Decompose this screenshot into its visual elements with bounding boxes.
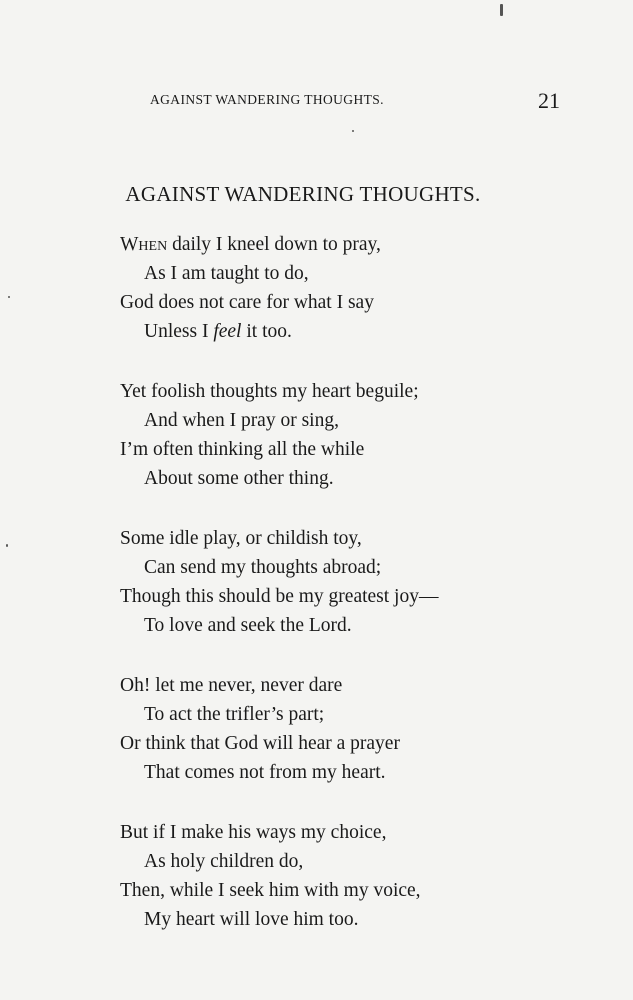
poem-line: As holy children do, [144, 851, 304, 872]
poem-line: About some other thing. [144, 468, 334, 489]
poem-line: Then, while I seek him with my voice, [120, 880, 421, 901]
poem-line: Though this should be my greatest joy— [120, 586, 439, 607]
print-speck [352, 130, 354, 132]
page-number: 21 [538, 88, 560, 113]
poem-line: Can send my thoughts abroad; [144, 557, 382, 578]
poem-title: AGAINST WANDERING THOUGHTS. [125, 182, 481, 206]
poem-line: Or think that God will hear a prayer [120, 733, 400, 754]
running-header [150, 88, 560, 114]
line-text: it too. [241, 321, 292, 342]
stanza [120, 671, 540, 787]
stanza [120, 377, 540, 493]
running-title: AGAINST WANDERING THOUGHTS. [150, 92, 384, 107]
poem-line: God does not care for what I say [120, 292, 374, 313]
poem-line [120, 230, 540, 259]
print-speck [6, 544, 8, 547]
poem-body [120, 230, 540, 965]
poem-line: To act the trifler’s part; [144, 704, 325, 725]
poem-line: Some idle play, or childish toy, [120, 528, 362, 549]
poem-line: And when I pray or sing, [144, 410, 339, 431]
stanza [120, 230, 540, 346]
stanza [120, 818, 540, 934]
emphasized-word: feel [213, 321, 242, 342]
poem-line: That comes not from my heart. [144, 762, 386, 783]
poem-line: But if I make his ways my choice, [120, 822, 387, 843]
poem-line: Yet foolish thoughts my heart beguile; [120, 381, 419, 402]
poem-line [120, 317, 540, 346]
print-speck [500, 4, 503, 16]
stanza [120, 524, 540, 640]
small-caps-lead-word: When [120, 234, 168, 255]
poem-line: To love and seek the Lord. [144, 615, 352, 636]
poem-line: Oh! let me never, never dare [120, 675, 343, 696]
line-text: daily I kneel down to pray, [167, 234, 381, 255]
poem-line: My heart will love him too. [144, 909, 359, 930]
poem-line: As I am taught to do, [144, 263, 309, 284]
print-speck [8, 296, 10, 298]
line-text: Unless I [144, 321, 214, 342]
poem-line: I’m often thinking all the while [120, 439, 365, 460]
